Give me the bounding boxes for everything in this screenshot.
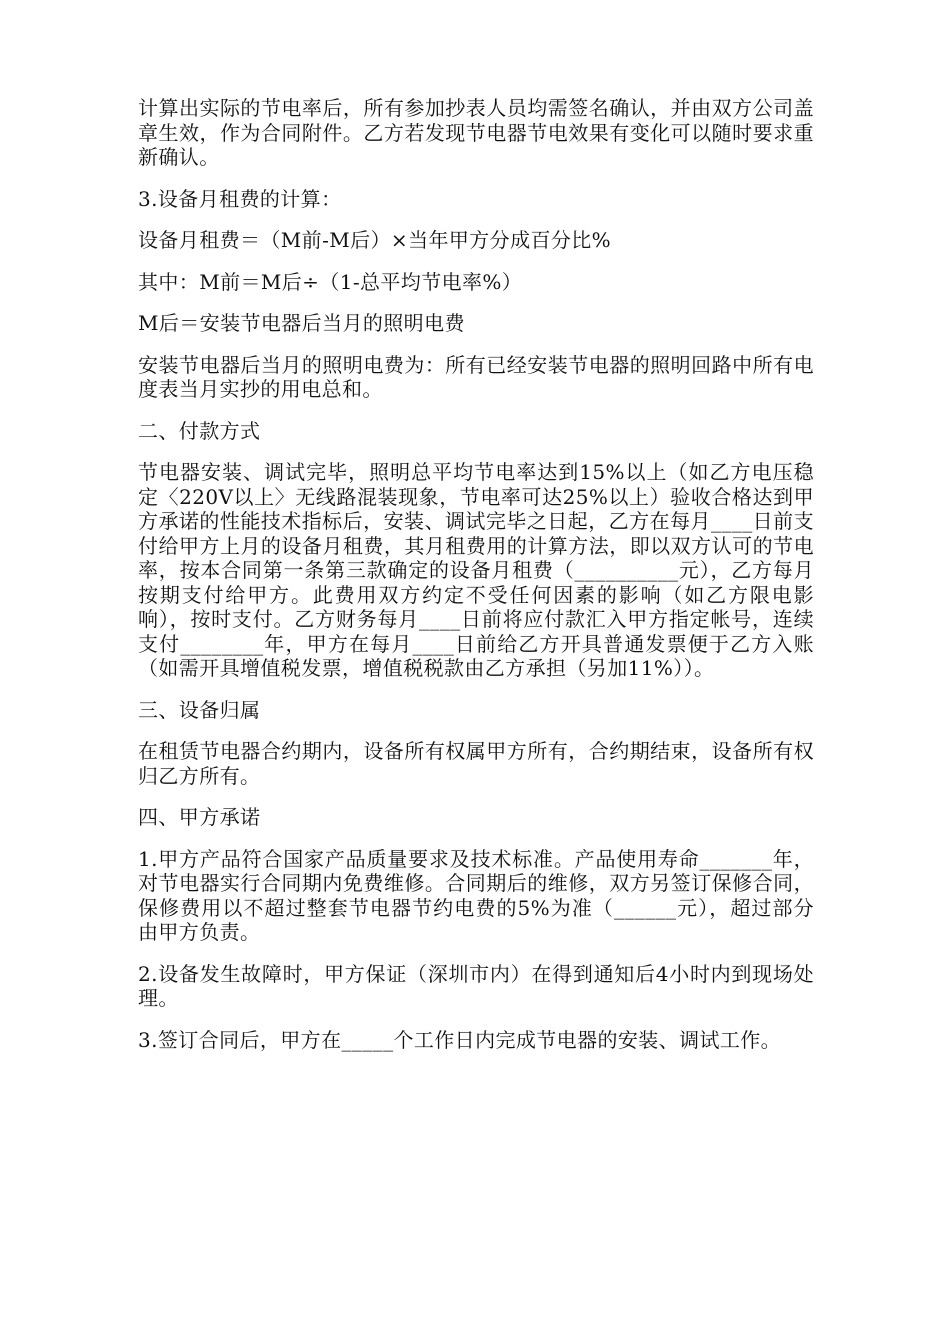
paragraph-commitment-installation: 3.签订合同后，甲方在_____个工作日内完成节电器的安装、调试工作。 (138, 1027, 782, 1052)
section-heading-party-a-commitments: 四、甲方承诺 (138, 805, 261, 829)
paragraph-calculation-confirmation: 计算出实际的节电率后，所有参加抄表人员均需签名确认，并由双方公司盖章生效，作为合同附件。乙方若发现节电器节电效果有变化可以随时要求重新确认。 (138, 96, 814, 169)
paragraph-m-before-formula: 其中：M前＝M后÷（1-总平均节电率%） (138, 269, 523, 294)
paragraph-m-after-definition: M后＝安装节电器后当月的照明电费 (138, 311, 465, 335)
document-page (138, 96, 814, 1069)
section-heading-ownership: 三、设备归属 (138, 697, 261, 722)
paragraph-commitment-quality: 1.甲方产品符合国家产品质量要求及技术标准。产品使用寿命_______年，对节电器实行合同期内免费维修。合同期后的维修，双方另签订保修合同，保修费用以不超过整套节电器节约电费的5%为准（______元），超过部分由甲方负责。 (138, 846, 814, 944)
paragraph-ownership: 在租赁节电器合约期内，设备所有权属甲方所有，合约期结束，设备所有权归乙方所有。 (138, 739, 814, 788)
paragraph-monthly-fee-heading: 3.设备月租费的计算： (138, 186, 342, 211)
paragraph-monthly-fee-formula: 设备月租费＝（M前-M后）×当年甲方分成百分比% (138, 228, 612, 252)
section-heading-payment: 二、付款方式 (138, 418, 261, 443)
paragraph-payment-terms: 节电器安装、调试完毕，照明总平均节电率达到15%以上（如乙方电压稳定〈220V以上〉无线路混装现象，节电率可达25%以上）验收合格达到甲方承诺的性能技术指标后，安装、调试完毕之日起，乙方在每月____日前支付给甲方上月的设备月租费，其月租费用的计算方法，即以双方认可的节电率，按本合同第一条第三款确定的设备月租费（__________元），乙方每月按期支付给甲方。此费用双方约定不受任何因素的影响（如乙方限电影响），按时支付。乙方财务每月____日前将应付款汇入甲方指定帐号，连续支付________年，甲方在每月____日前给乙方开具普通发票便于乙方入账（如需开具增值税发票，增值税税款由乙方承担（另加11%））。 (138, 460, 814, 680)
paragraph-commitment-repair: 2.设备发生故障时，甲方保证（深圳市内）在得到通知后4小时内到现场处理。 (138, 961, 814, 1010)
paragraph-lighting-bill-definition: 安装节电器后当月的照明电费为：所有已经安装节电器的照明回路中所有电度表当月实抄的用电总和。 (138, 352, 814, 401)
